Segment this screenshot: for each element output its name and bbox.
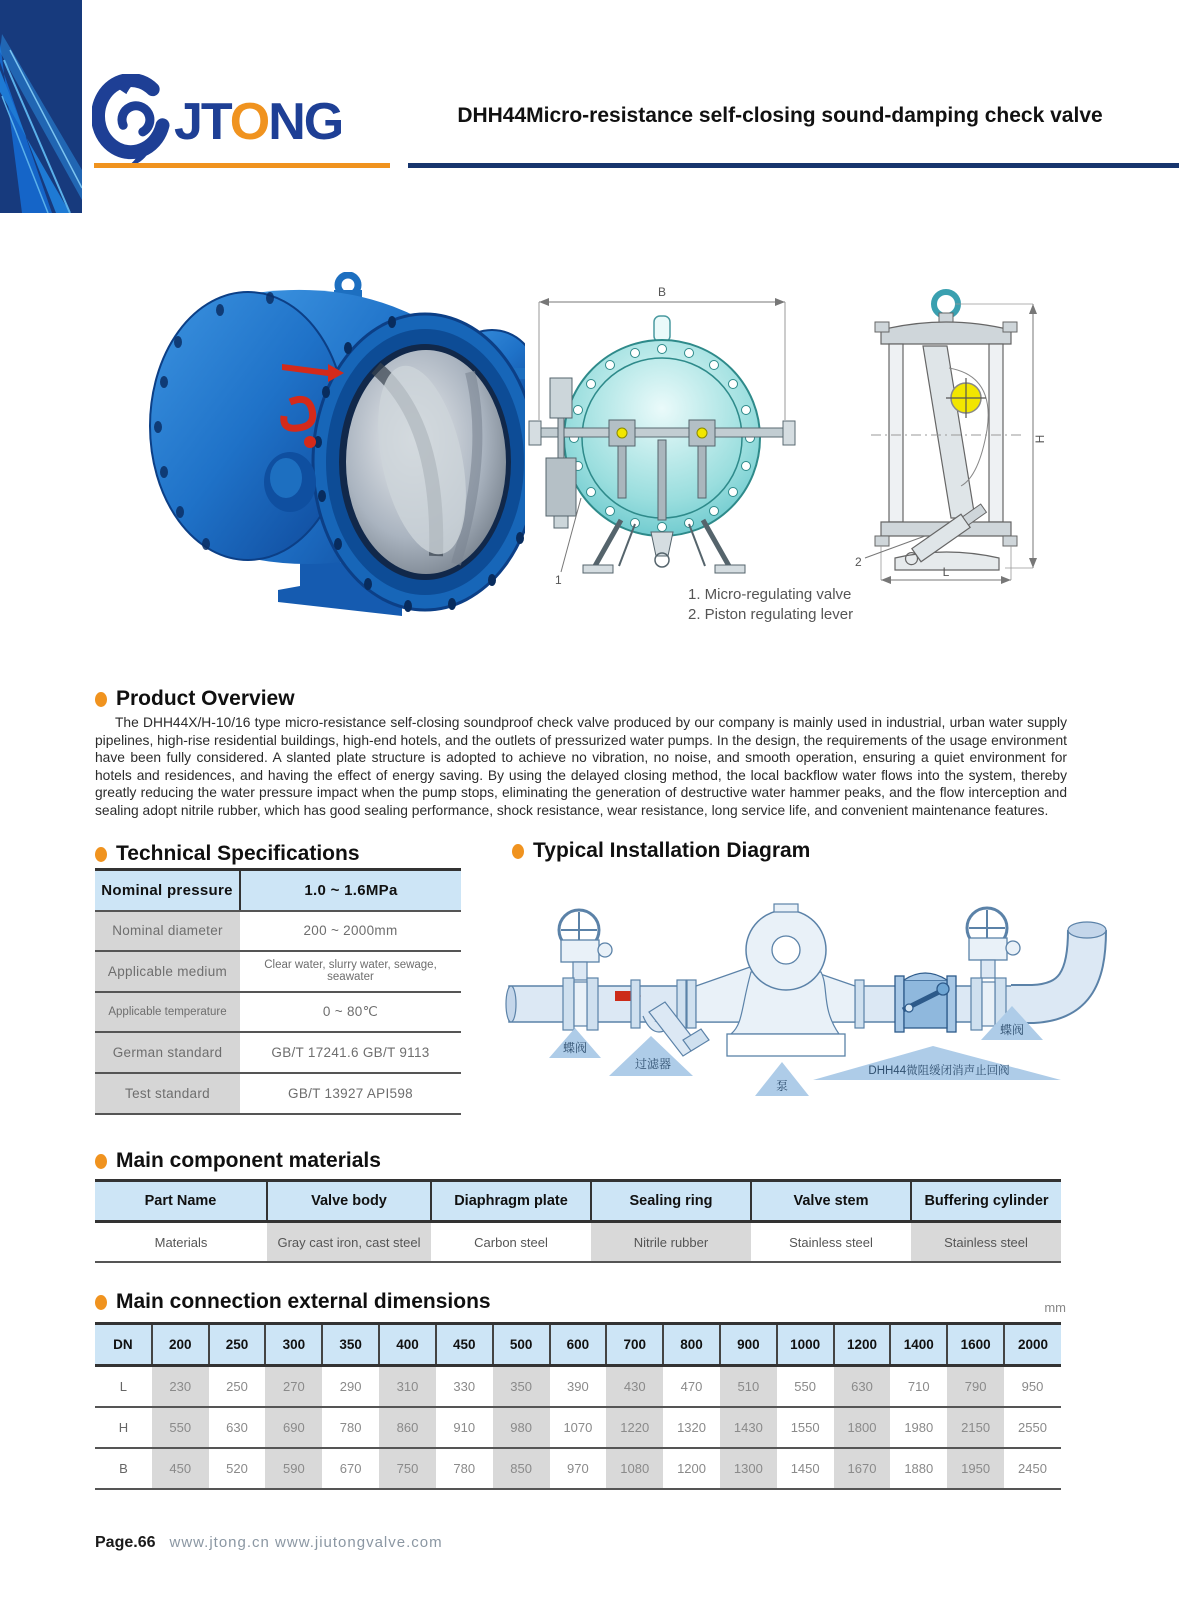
dn-value-header: 900 — [720, 1324, 777, 1366]
dimension-value-cell: 590 — [265, 1448, 322, 1489]
dimension-value-cell: 2150 — [947, 1407, 1004, 1448]
dimension-value-cell: 1080 — [606, 1448, 663, 1489]
dimension-value-cell: 780 — [453, 1461, 476, 1476]
dimension-value-cell: 230 — [152, 1366, 209, 1408]
materials-header-cell: Valve stem — [751, 1181, 911, 1222]
dimension-value-cell: 310 — [379, 1366, 436, 1408]
dimension-value-cell: 250 — [209, 1366, 266, 1408]
dimension-value-cell: 1800 — [834, 1407, 891, 1448]
drawing-front-view — [523, 280, 801, 595]
dimension-value-cell: 1950 — [947, 1448, 1004, 1489]
callout-1: 1 — [555, 573, 562, 587]
spec-label: Applicable temperature — [95, 992, 240, 1033]
dimensions-heading — [95, 1290, 491, 1314]
dimensions-data-row — [95, 1448, 1061, 1489]
materials-value-cell: Nitrile rubber — [591, 1222, 751, 1263]
specs-heading — [95, 842, 360, 866]
dimensions-header-row — [95, 1324, 1061, 1366]
footer-urls[interactable]: www.jtong.cn www.jiutongvalve.com — [169, 1534, 443, 1551]
dn-value-header: 1600 — [947, 1324, 1004, 1366]
materials-heading — [95, 1149, 381, 1173]
dn-value-header: 200 — [152, 1324, 209, 1366]
label-strainer: 过滤器 — [634, 1057, 672, 1071]
spec-value: 0 ~ 80℃ — [240, 992, 461, 1033]
spec-value: 200 ~ 2000mm — [240, 911, 461, 952]
dimension-value-cell: 1070 — [550, 1407, 607, 1448]
dimension-value-cell: 1430 — [720, 1407, 777, 1448]
label-pump: 泵 — [775, 1079, 789, 1093]
orange-bullet-icon — [95, 1154, 107, 1169]
dn-value-header: 2000 — [1004, 1324, 1061, 1366]
orange-bullet-icon — [512, 844, 524, 859]
dimension-value-cell: 690 — [265, 1407, 322, 1448]
dimension-value-cell: 510 — [720, 1366, 777, 1408]
orange-bullet-icon — [95, 847, 107, 862]
orange-bullet-icon — [95, 1295, 107, 1310]
dimension-value-cell: 860 — [379, 1407, 436, 1448]
dimension-value-cell: 350 — [493, 1366, 550, 1408]
overview-body: The DHH44X/H-10/16 type micro-resistance self-closing soundproof check valve produced by our company is mainly used in industrial, urban water supply pipelines, high-rise residential buildings, high-end hotels, and the outlets of pressurized water pumps. In the design, the requirements of the usage environment have been fully considered. A slanted plate structure is adopted to achieve no vibration, no noise, and smooth operation, ensuring a quiet environment for hotels and residences, and having the effect of energy saving. By using the delayed closing method, the local backflow water flows into the system, thereby greatly reducing the water pressure impact when the pump stops, eliminating the generation of destructive water hammer peaks, and the flow interception and sealing adopt nitrile rubber, which has good sealing performance, shock resistance, wear resistance, long service life, and convenient maintenance features. — [95, 715, 1067, 818]
header-rule-navy — [408, 163, 1179, 168]
installation-heading — [512, 839, 810, 863]
materials-row-label: Materials — [154, 1234, 208, 1250]
dn-value-header: 300 — [265, 1324, 322, 1366]
corner-decoration — [0, 0, 82, 213]
dimension-row-label: B — [119, 1461, 128, 1476]
brand-logo — [92, 74, 342, 170]
spec-row — [95, 1073, 461, 1114]
materials-value-cell: Carbon steel — [474, 1234, 548, 1250]
brand-swirl-icon — [92, 74, 174, 170]
materials-header-cell: Part Name — [95, 1181, 267, 1222]
dimension-value-cell: 790 — [947, 1366, 1004, 1408]
materials-header-cell: Sealing ring — [591, 1181, 751, 1222]
dimension-value-cell: 630 — [834, 1366, 891, 1408]
dimension-value-cell: 750 — [379, 1448, 436, 1489]
dimension-value-cell: 1880 — [904, 1461, 934, 1476]
dimension-value-cell: 2450 — [1018, 1461, 1047, 1476]
dimension-value-cell: 1320 — [663, 1407, 720, 1448]
dimension-value-cell: 950 — [1004, 1366, 1061, 1408]
dimensions-data-row — [95, 1407, 1061, 1448]
spec-row — [95, 1032, 461, 1073]
spec-table-body — [95, 870, 461, 1114]
dimension-value-cell: 1980 — [890, 1407, 947, 1448]
dimension-value-cell: 850 — [493, 1448, 550, 1489]
dimension-value-cell: 430 — [606, 1366, 663, 1408]
spec-table — [95, 868, 461, 1115]
dimension-value-cell: 1200 — [677, 1461, 706, 1476]
dn-value-header: 250 — [209, 1324, 266, 1366]
materials-header-cell: Diaphragm plate — [431, 1181, 591, 1222]
label-check-valve: DHH44微阻缓闭消声止回阀 — [868, 1065, 1010, 1077]
footer — [95, 1534, 443, 1552]
spec-label: Nominal pressure — [95, 870, 240, 911]
spec-value: Clear water, slurry water, sewage, seawater — [240, 951, 461, 992]
dn-value-header: 1000 — [777, 1324, 834, 1366]
page-title: DHH44Micro-resistance self-closing sound-damping check valve — [457, 104, 1103, 127]
dimension-value-cell: 1670 — [834, 1448, 891, 1489]
spec-label: Applicable medium — [95, 951, 240, 992]
dim-b-label: B — [657, 285, 667, 299]
dimensions-unit: mm — [1044, 1300, 1066, 1315]
dimension-value-cell: 780 — [322, 1407, 379, 1448]
materials-value-cell: Gray cast iron, cast steel — [267, 1222, 431, 1263]
dn-value-header: 500 — [493, 1324, 550, 1366]
dn-value-header: 1200 — [834, 1324, 891, 1366]
drawing-side-view — [845, 280, 1050, 595]
figure-captions — [688, 585, 853, 626]
spec-label: Nominal diameter — [95, 911, 240, 952]
dn-value-header: 700 — [606, 1324, 663, 1366]
dimension-row-label: H — [95, 1407, 152, 1448]
callout-2: 2 — [855, 555, 862, 569]
dimension-value-cell: 1300 — [720, 1448, 777, 1489]
label-butterfly-right: 蝶阀 — [999, 1023, 1025, 1037]
dimension-value-cell: 290 — [322, 1366, 379, 1408]
dimension-value-cell: 1450 — [790, 1461, 820, 1476]
materials-header-cell: Valve body — [267, 1181, 431, 1222]
pump — [687, 904, 864, 1056]
dimension-value-cell: 470 — [663, 1366, 720, 1408]
dimension-value-cell: 390 — [550, 1366, 607, 1408]
dimensions-heading-text: Main connection external dimensions — [116, 1290, 491, 1313]
dimensions-table-body — [95, 1324, 1061, 1490]
dimension-value-cell: 520 — [226, 1461, 248, 1476]
specs-heading-text: Technical Specifications — [116, 842, 360, 865]
materials-header-row — [95, 1181, 1061, 1222]
installation-heading-text: Typical Installation Diagram — [533, 839, 811, 862]
orange-bullet-icon — [95, 692, 107, 707]
materials-header-cell: Buffering cylinder — [911, 1181, 1061, 1222]
spec-value: GB/T 13927 API598 — [240, 1073, 461, 1114]
spec-row — [95, 951, 461, 992]
check-valve-dhh44 — [895, 973, 956, 1032]
caption-line-1: 1. Micro-regulating valve — [688, 586, 852, 603]
spec-row — [95, 911, 461, 952]
dn-value-header: 600 — [550, 1324, 607, 1366]
dn-value-header: 350 — [322, 1324, 379, 1366]
spec-row — [95, 870, 461, 911]
installation-diagram — [503, 888, 1110, 1116]
dimension-value-cell: 330 — [436, 1366, 493, 1408]
dn-header-cell: DN — [95, 1324, 152, 1366]
dn-value-header: 1400 — [890, 1324, 947, 1366]
caption-line-2: 2. Piston regulating lever — [688, 606, 854, 624]
dimension-value-cell: 2550 — [1004, 1407, 1061, 1448]
dimension-value-cell: 550 — [777, 1366, 834, 1408]
dimension-value-cell: 630 — [209, 1407, 266, 1448]
dimension-value-cell: 550 — [152, 1407, 209, 1448]
page-number: Page.66 — [95, 1534, 156, 1551]
dim-h-label: H — [1033, 434, 1047, 444]
dimension-value-cell: 450 — [152, 1448, 209, 1489]
dn-value-header: 400 — [379, 1324, 436, 1366]
dimension-value-cell: 1220 — [606, 1407, 663, 1448]
dimension-value-cell: 980 — [493, 1407, 550, 1448]
dimensions-table — [95, 1322, 1061, 1490]
dimension-value-cell: 910 — [436, 1407, 493, 1448]
spec-row — [95, 992, 461, 1033]
materials-value-cell: Stainless steel — [789, 1234, 873, 1250]
dn-value-header: 450 — [436, 1324, 493, 1366]
brand-name: JTONG — [174, 93, 343, 151]
dimensions-data-row — [95, 1366, 1061, 1408]
materials-value-cell: Stainless steel — [911, 1222, 1061, 1263]
spec-value: 1.0 ~ 1.6MPa — [240, 870, 461, 911]
spec-value: GB/T 17241.6 GB/T 9113 — [240, 1032, 461, 1073]
materials-table-body — [95, 1181, 1061, 1263]
dimension-value-cell: 270 — [265, 1366, 322, 1408]
dimension-value-cell: 710 — [890, 1366, 947, 1408]
dn-value-header: 800 — [663, 1324, 720, 1366]
overview-heading — [95, 687, 295, 711]
dim-l-label: L — [942, 565, 950, 579]
dimension-value-cell: 670 — [339, 1461, 362, 1476]
dimension-value-cell: 970 — [567, 1461, 589, 1476]
header-rule-orange — [94, 163, 390, 168]
spec-label: Test standard — [95, 1073, 240, 1114]
materials-heading-text: Main component materials — [116, 1149, 381, 1172]
overview-heading-text: Product Overview — [116, 687, 295, 710]
label-butterfly-left: 蝶阀 — [562, 1041, 588, 1055]
product-photo-valve — [140, 272, 525, 624]
materials-table — [95, 1179, 1061, 1263]
spec-label: German standard — [95, 1032, 240, 1073]
dimension-row-label: L — [95, 1366, 152, 1408]
dimension-value-cell: 1550 — [777, 1407, 834, 1448]
materials-data-row — [95, 1222, 1061, 1263]
